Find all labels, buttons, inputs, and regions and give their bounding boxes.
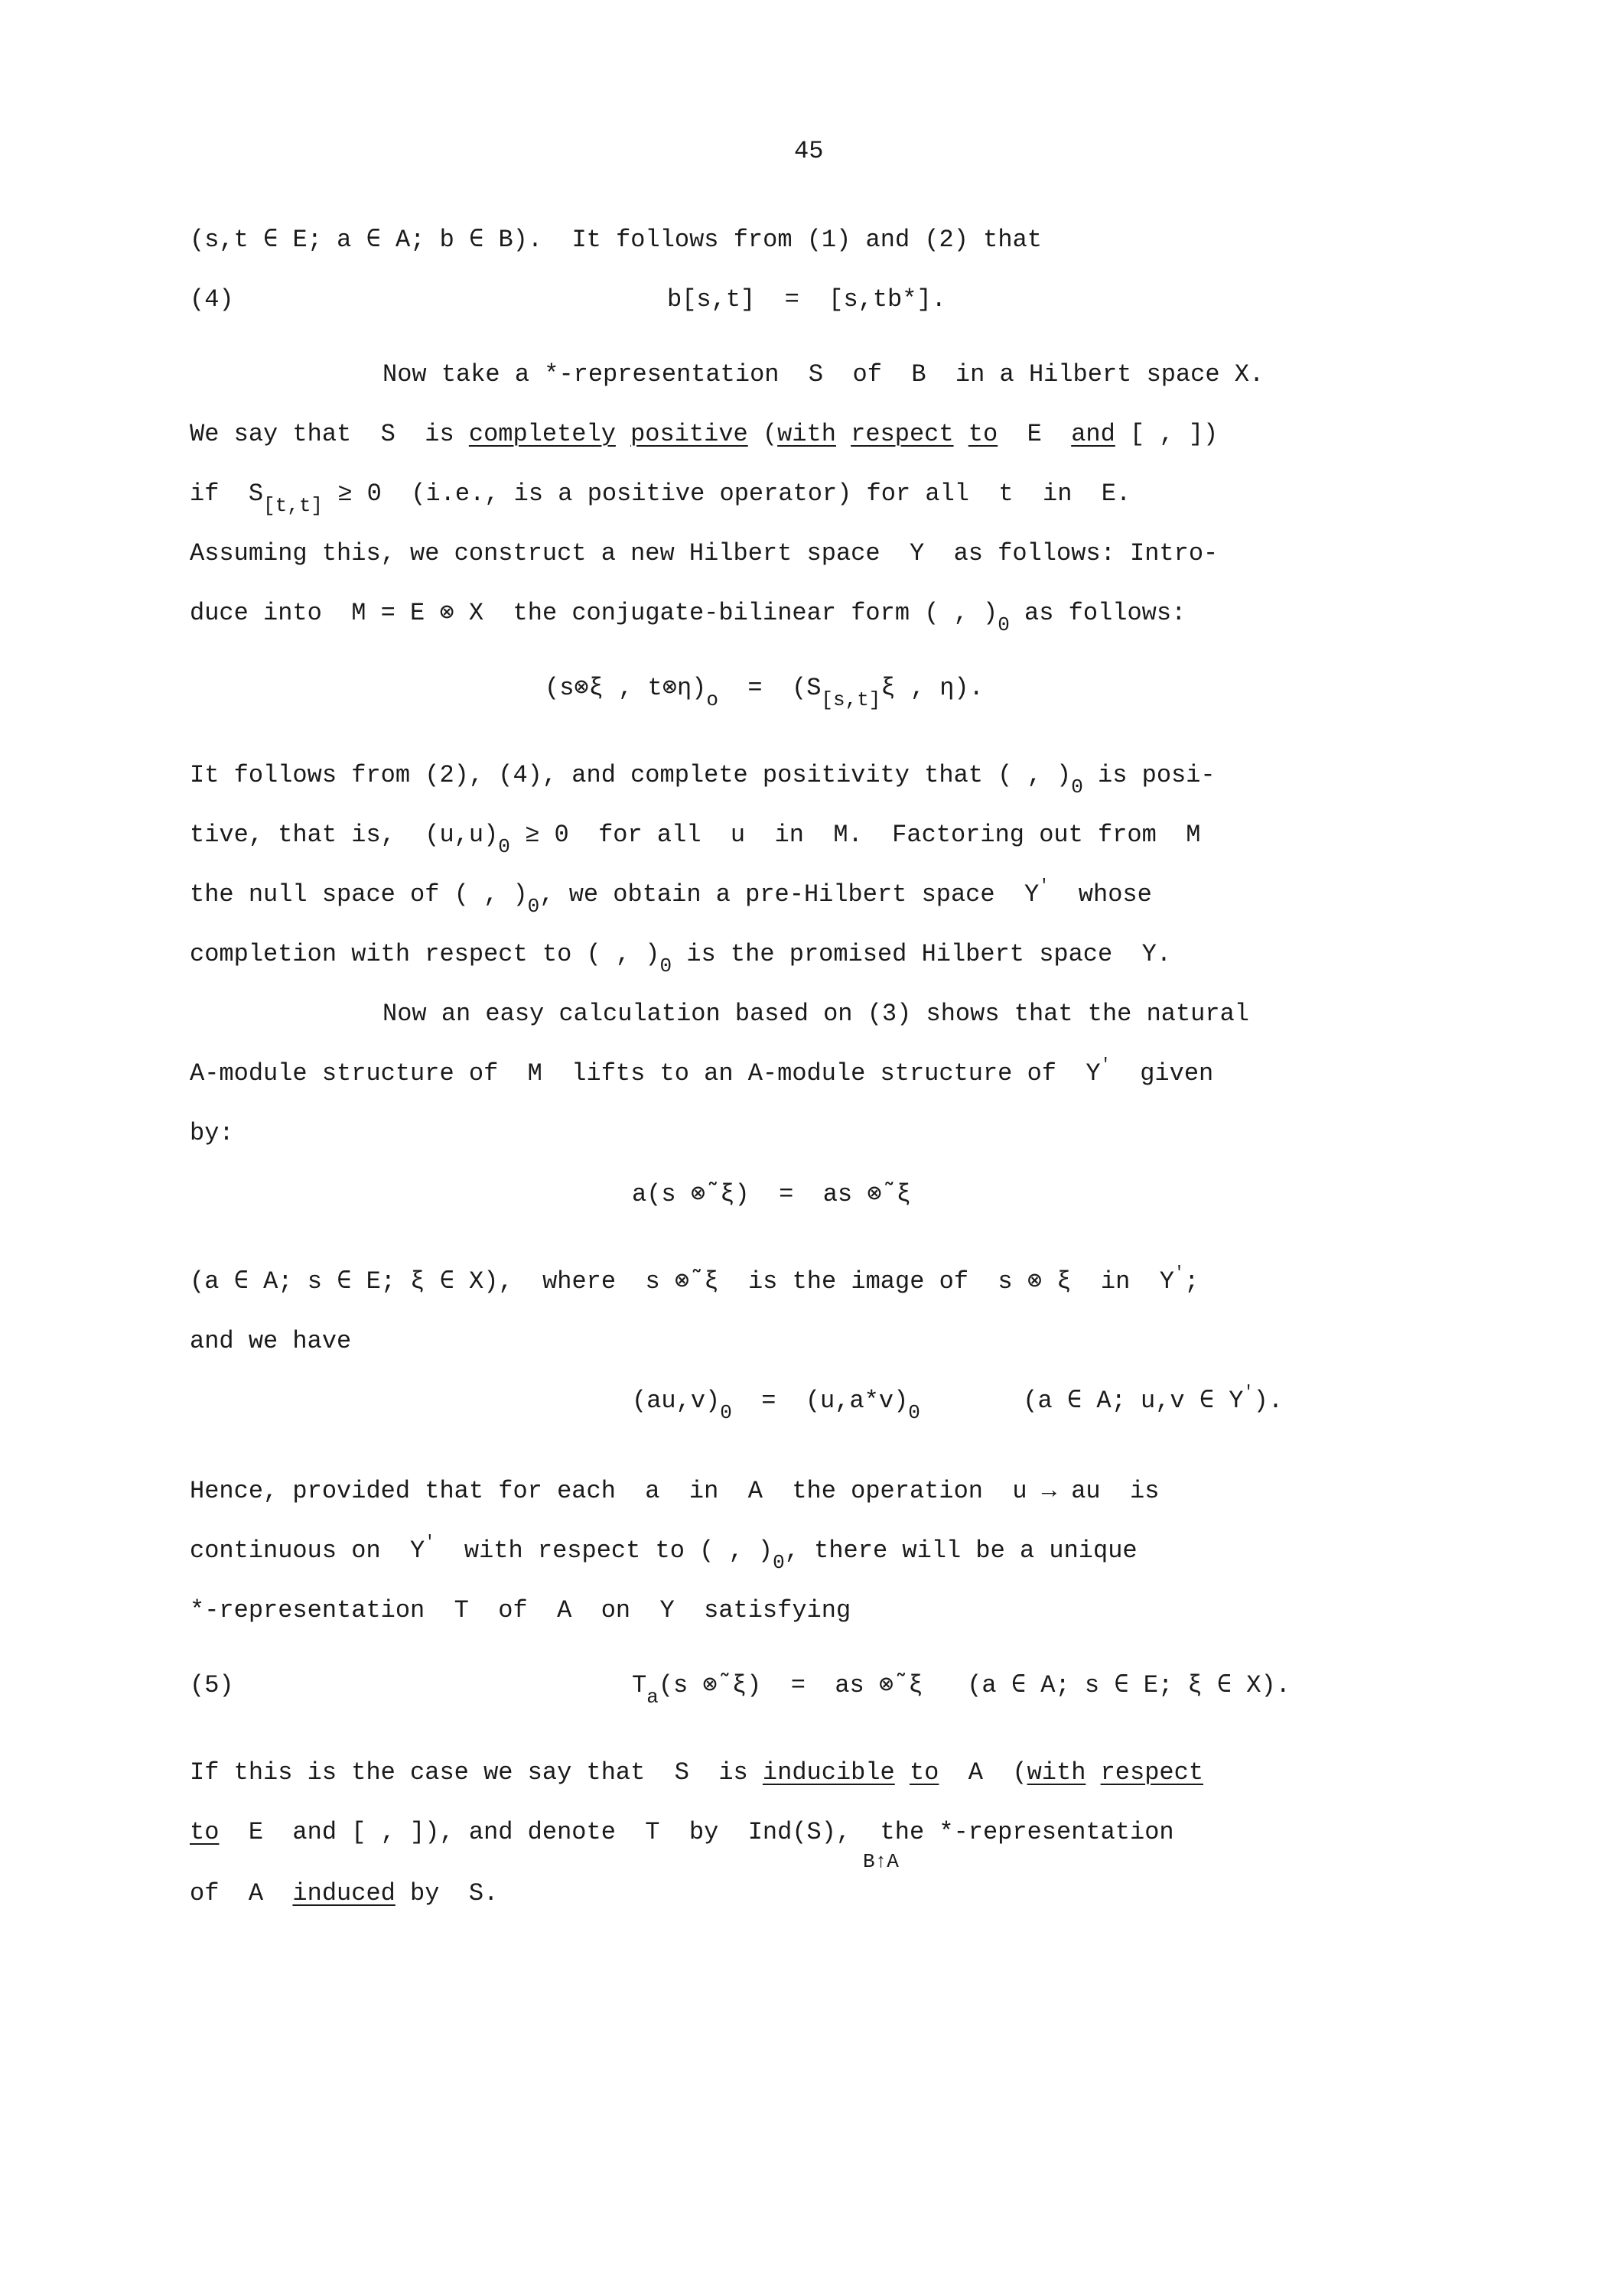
text: It follows from (2), (4), and complete positivity that ( , ) [190,761,1072,789]
definition-line [190,419,1218,450]
text: continuous on Y [190,1537,425,1565]
prime-mark: ' [1173,1263,1185,1283]
text: ξ , η). [880,674,984,702]
underlined-term: with [777,420,836,448]
text-line-1 [190,225,1042,255]
underlined-term: to [190,1818,220,1846]
definition-line [190,1758,1203,1788]
subscript: 0 [720,1401,732,1424]
definition-line [190,1817,1174,1848]
text: with respect to ( , ) [435,1537,773,1565]
text: [ , ]) [1115,420,1219,448]
display-equation-3 [632,1383,1284,1424]
text: (s,t ∈ E; a ∈ A; b ∈ B). It follows from (1) and (2) that [190,226,1042,254]
text: *-representation T of A on Y satisfying [190,1596,851,1624]
text: (a ∈ A; s ∈ E; ξ ∈ X), where s ⊗̃ ξ is the image of s ⊗ ξ in Y [190,1267,1174,1296]
prime-mark: ' [1100,1055,1111,1075]
text-line [190,538,1218,569]
text: ). [1253,1387,1284,1415]
text: a(s ⊗̃ ξ) = as ⊗̃ ξ [632,1180,911,1208]
text: T [632,1671,647,1699]
text: given [1110,1059,1214,1088]
subscript: o [706,688,718,711]
text-line [190,598,1186,636]
text-line [190,939,1172,977]
condition-line [190,479,1131,517]
text: Now an easy calculation based on (3) shows that the natural [382,1000,1249,1028]
text: is posi- [1082,761,1216,789]
text: E [998,420,1072,448]
text-line [190,1263,1199,1297]
text-line [190,1476,1159,1507]
text: Now take a *-representation S of B in a Hilbert space X. [382,360,1265,389]
subscript: a [646,1686,659,1709]
text: is the promised Hilbert space Y. [672,940,1172,968]
paragraph-start-line [382,359,1264,390]
subscript: 0 [527,895,540,918]
subscript: 0 [773,1551,785,1574]
text: (a ∈ A; u,v ∈ Y [920,1387,1244,1415]
underlined-term: respect [851,420,954,448]
text: by: [190,1119,234,1147]
text-line [190,1595,851,1626]
subscript: 0 [659,954,672,977]
prime-mark: ' [425,1533,435,1552]
text: whose [1049,880,1152,909]
paragraph-start-line [382,999,1249,1029]
underlined-term: induced [292,1879,395,1907]
text-line [190,1326,351,1357]
text: We say that S is [190,420,469,448]
text-line [190,1533,1138,1574]
text: duce into M = E ⊗ X the conjugate-bilinear form ( , ) [190,599,998,627]
text: completion with respect to ( , ) [190,940,660,968]
prime-mark: ' [1243,1383,1254,1402]
text: (s⊗ξ , t⊗η) [545,674,707,702]
text: E and [ , ]), and denote T by Ind(S), the *-representation [219,1818,1174,1846]
underlined-term: respect [1100,1758,1204,1787]
display-equation-2 [632,1179,911,1210]
underlined-term: with [1027,1758,1086,1787]
text-line [190,876,1152,918]
text: , we obtain a pre-Hilbert space Y [539,880,1040,909]
subscript: 0 [998,613,1010,636]
text: of A [190,1879,293,1907]
text: and we have [190,1327,352,1355]
subscript: [s,t] [821,688,881,711]
text: tive, that is, (u,u) [190,821,499,849]
underlined-term: completely [468,420,616,448]
text: as follows: [1009,599,1186,627]
page-number: 45 [794,137,824,165]
text: ; [1184,1267,1199,1296]
text: ≥ 0 for all u in M. Factoring out from M [509,821,1201,849]
subscript: 0 [1071,776,1083,798]
text-line [190,820,1201,858]
underlined-term: inducible [762,1758,895,1787]
text: the null space of ( , ) [190,880,528,909]
text-line [190,1118,234,1149]
underlined-term: to [968,420,998,448]
text-line [190,1878,498,1909]
text: ≥ 0 (i.e., is a positive operator) for all t in E. [323,480,1131,508]
text: , there will be a unique [784,1537,1138,1565]
text: by S. [395,1879,499,1907]
text: (s ⊗̃ ξ) = as ⊗̃ ξ (a ∈ A; s ∈ E; ξ ∈ X). [658,1671,1291,1699]
display-equation-1 [545,673,984,711]
equation-5-number: (5) [190,1671,234,1699]
text-line [190,1055,1214,1089]
subscript: 0 [498,835,510,858]
text: = (S [718,674,822,702]
text: (au,v) [632,1387,721,1415]
text-line [190,760,1216,798]
text: If this is the case we say that S is [190,1758,763,1787]
text: if S [190,480,264,508]
text: A-module structure of M lifts to an A-module structure of Y [190,1059,1101,1088]
text: = (u,a*v) [731,1387,909,1415]
ind-subscript: B↑A [863,1850,899,1873]
subscript: 0 [908,1401,920,1424]
equation-4: b[s,t] = [s,tb*]. [667,285,946,314]
text: A ( [939,1758,1027,1787]
equation-4-number: (4) [190,285,234,314]
text: Assuming this, we construct a new Hilbert space Y as follows: Intro- [190,539,1219,567]
underlined-term: and [1071,420,1115,448]
prime-mark: ' [1039,876,1050,896]
subscript: [t,t] [263,494,324,517]
underlined-term: to [909,1758,939,1787]
text: Hence, provided that for each a in A the operation u → au is [190,1477,1160,1505]
text: ( [747,420,778,448]
equation-5 [632,1670,1291,1709]
underlined-term: positive [630,420,748,448]
